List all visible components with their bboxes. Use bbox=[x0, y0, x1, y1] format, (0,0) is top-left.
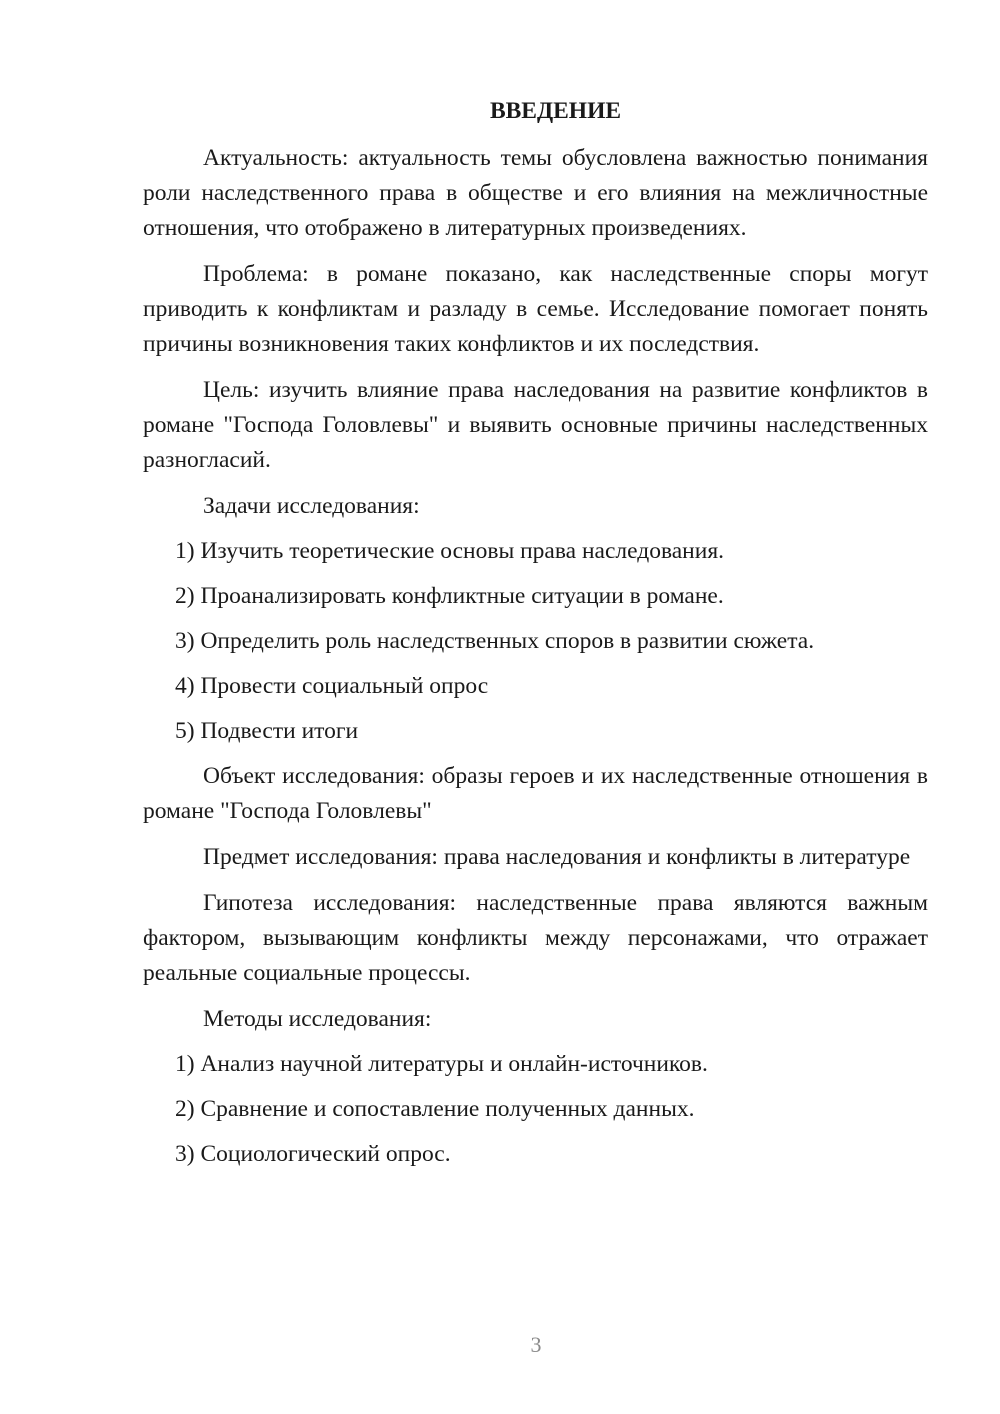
methods-heading: Методы исследования: bbox=[203, 1006, 432, 1032]
page-title: ВВЕДЕНИЕ bbox=[489, 98, 622, 124]
relevance-paragraph: Актуальность: актуальность темы обусловлена важностью понимания роли наследственного права в обществе и его влияния на межличностные отношения, что отображено в литературных произведениях. bbox=[143, 145, 928, 241]
method-item: 3) Социологический опрос. bbox=[175, 1141, 451, 1167]
subject-paragraph: Предмет исследования: права наследования и конфликты в литературе bbox=[203, 844, 911, 870]
task-item: 3) Определить роль наследственных споров в развитии сюжета. bbox=[175, 628, 815, 654]
object-paragraph: Объект исследования: образы героев и их наследственные отношения в романе "Господа Головлевы" bbox=[143, 763, 928, 824]
tasks-list bbox=[143, 534, 928, 749]
tasks-heading: Задачи исследования: bbox=[203, 493, 420, 519]
task-item: 5) Подвести итоги bbox=[175, 718, 359, 744]
method-item: 1) Анализ научной литературы и онлайн-источников. bbox=[175, 1051, 708, 1077]
hypothesis-paragraph: Гипотеза исследования: наследственные права являются важным фактором, вызывающим конфликты между персонажами, что отражает реальные социальные процессы. bbox=[143, 890, 928, 986]
goal-paragraph: Цель: изучить влияние права наследования на развитие конфликтов в романе "Господа Головлевы" и выявить основные причины наследственных разногласий. bbox=[143, 377, 928, 473]
document-body bbox=[143, 94, 928, 1182]
page-number: 3 bbox=[530, 1332, 542, 1357]
problem-paragraph: Проблема: в романе показано, как наследственные споры могут приводить к конфликтам и разладу в семье. Исследование помогает понять причины возникновения таких конфликтов и их последствия. bbox=[143, 261, 928, 357]
methods-list bbox=[143, 1047, 928, 1172]
task-item: 4) Провести социальный опрос bbox=[175, 673, 489, 699]
method-item: 2) Сравнение и сопоставление полученных данных. bbox=[175, 1096, 695, 1122]
task-item: 2) Проанализировать конфликтные ситуации в романе. bbox=[175, 583, 724, 609]
task-item: 1) Изучить теоретические основы права наследования. bbox=[175, 538, 725, 564]
